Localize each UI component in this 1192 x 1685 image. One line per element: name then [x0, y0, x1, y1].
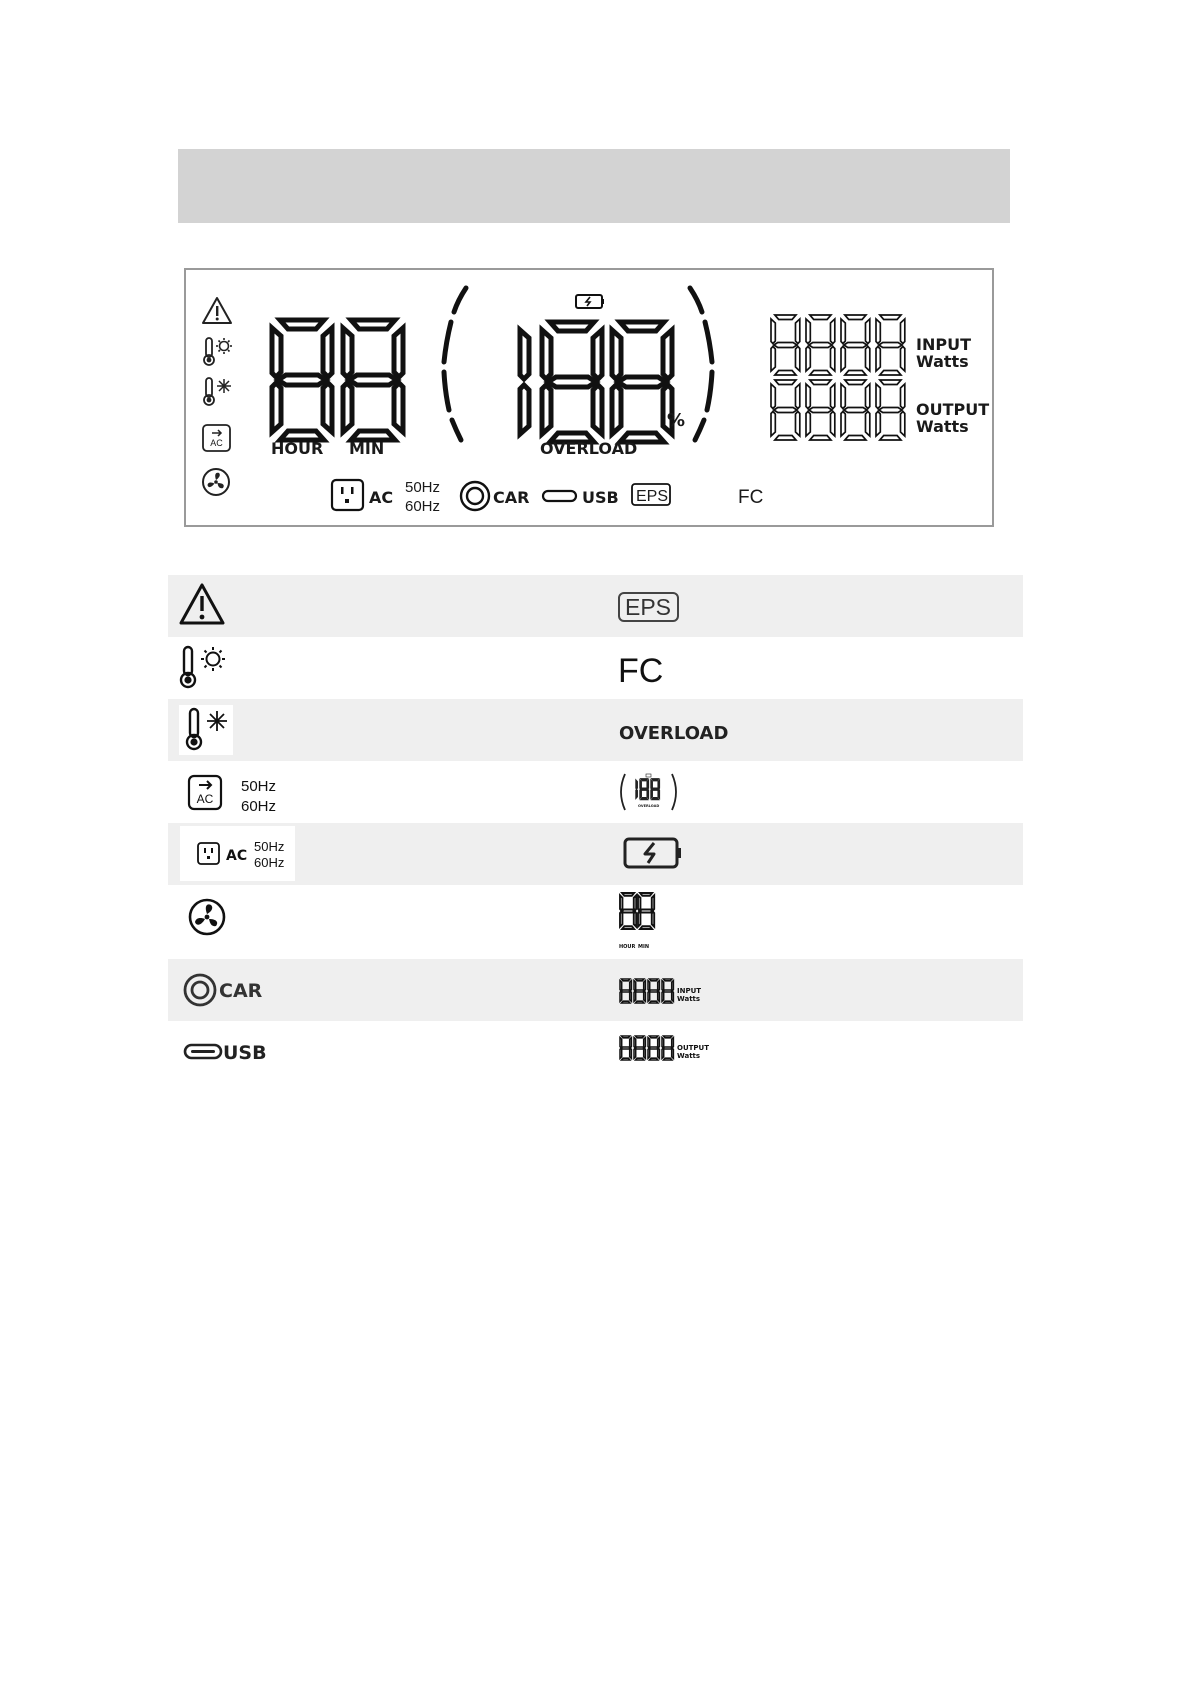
- output-watts-digits: [771, 380, 905, 440]
- fc-label: FC: [618, 652, 664, 690]
- legend-cell-ac-output: [168, 823, 596, 885]
- car-label: CAR: [219, 980, 263, 1002]
- svg-text:AC: AC: [210, 438, 223, 448]
- input-watts-unit: Watts: [677, 995, 701, 1003]
- legend-cell-ac-input: [168, 761, 596, 823]
- ac-label: AC: [226, 848, 248, 864]
- legend-cell-charging-battery: [612, 823, 1023, 885]
- output-unit: Watts: [916, 417, 969, 436]
- charging-battery-icon: [625, 839, 681, 867]
- fan-icon: [203, 469, 229, 495]
- min-digit: [343, 320, 403, 440]
- car-port-icon: [185, 975, 215, 1005]
- center-digit-3: [612, 322, 672, 442]
- input-unit: Watts: [916, 352, 969, 371]
- eps-label: EPS: [636, 488, 669, 505]
- lcd-display-diagram: [184, 268, 994, 527]
- hour-digit: [272, 320, 332, 440]
- legend-cell-high-temp: [168, 637, 596, 699]
- min-label: MIN: [349, 439, 385, 458]
- input-label: INPUT: [916, 335, 971, 354]
- legend-row: [168, 959, 1023, 1021]
- freq-50hz: 50Hz: [241, 778, 277, 795]
- legend-cell-low-temp: [168, 699, 596, 761]
- legend-cell-input-watts: [612, 959, 1023, 1021]
- legend-row: [168, 1021, 1023, 1083]
- warning-icon: [181, 585, 223, 623]
- input-label: INPUT: [677, 987, 702, 995]
- high-temperature-icon: [204, 338, 232, 365]
- legend-row: [168, 885, 1023, 959]
- input-watts-display: [620, 979, 673, 1003]
- output-label: OUTPUT: [916, 400, 990, 419]
- overload-label: OVERLOAD: [619, 723, 729, 744]
- output-watts-unit: Watts: [677, 1052, 701, 1060]
- legend-row: [168, 823, 1023, 885]
- freq-50hz: 50Hz: [405, 479, 441, 496]
- usb-port-icon: [185, 1045, 221, 1058]
- ring-overload-label: OVERLOAD: [638, 804, 660, 808]
- header-bar: [178, 149, 1010, 223]
- fan-icon: [190, 900, 224, 934]
- legend-row: [168, 761, 1023, 823]
- legend-cell-usb: [168, 1021, 596, 1083]
- icon-legend-table: [168, 575, 1023, 1083]
- center-digit-1: [520, 330, 529, 434]
- legend-cell-output-watts: [612, 1021, 1023, 1083]
- usb-label: USB: [582, 488, 619, 507]
- legend-row: [168, 637, 1023, 699]
- warning-icon: [203, 298, 231, 323]
- hour-label: HOUR: [271, 439, 324, 458]
- legend-cell-overload: [612, 699, 1023, 761]
- freq-50hz: 50Hz: [254, 839, 285, 854]
- legend-cell-eps: [612, 575, 1023, 637]
- center-digit-2: [542, 322, 602, 442]
- freq-60hz: 60Hz: [241, 798, 277, 815]
- car-port-icon: [461, 482, 489, 510]
- legend-cell-fan: [168, 885, 596, 959]
- high-temperature-icon: [181, 647, 225, 687]
- input-watts-digits: [771, 315, 905, 375]
- ac-outlet-icon: [332, 480, 363, 510]
- legend-cell-fc: [612, 637, 1023, 699]
- legend-row: [168, 699, 1023, 761]
- fc-label: FC: [738, 487, 764, 508]
- output-label: OUTPUT: [677, 1044, 709, 1052]
- legend-cell-remaining-time: [612, 885, 1023, 959]
- legend-cell-car: [168, 959, 596, 1021]
- ac-input-icon: [189, 776, 221, 809]
- ac-input-icon: [203, 425, 230, 451]
- car-label: CAR: [493, 488, 530, 507]
- percent-sign: %: [667, 410, 686, 431]
- freq-60hz: 60Hz: [254, 855, 285, 870]
- freq-60hz: 60Hz: [405, 498, 441, 515]
- output-watts-display: [620, 1036, 673, 1060]
- svg-text:AC: AC: [196, 792, 214, 806]
- min-label: MIN: [638, 944, 650, 950]
- hour-label: HOUR: [619, 944, 636, 950]
- ac-label: AC: [369, 488, 394, 507]
- low-temperature-icon: [204, 378, 231, 405]
- charging-battery-icon: [576, 295, 604, 308]
- legend-row: [168, 575, 1023, 637]
- overload-label: OVERLOAD: [540, 439, 638, 458]
- usb-port-icon: [543, 491, 576, 501]
- legend-cell-percentage-ring: [612, 761, 1023, 823]
- remaining-time-display: [620, 893, 654, 929]
- usb-label: USB: [223, 1042, 267, 1064]
- legend-cell-warning: [168, 575, 596, 637]
- eps-label: EPS: [625, 594, 672, 620]
